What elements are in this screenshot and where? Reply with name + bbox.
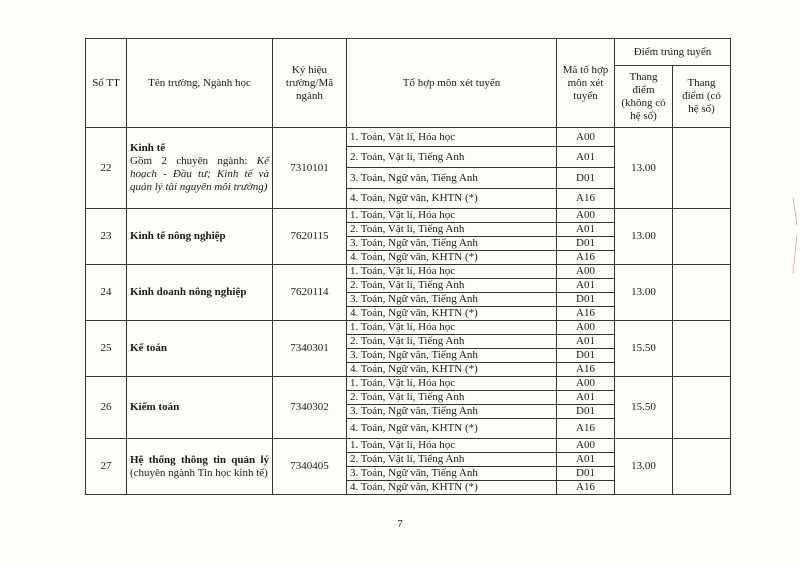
combo-code: A00 <box>557 321 615 335</box>
combo-label: 3. Toán, Ngữ văn, Tiếng Anh <box>347 293 557 307</box>
row-code: 7620115 <box>273 209 347 265</box>
combo-code: D01 <box>557 405 615 419</box>
row-code: 7340302 <box>273 377 347 439</box>
major-name: Kế toán <box>130 342 167 354</box>
combo-label: 1. Toán, Vật lí, Hóa học <box>347 128 557 147</box>
combo-label: 1. Toán, Vật lí, Hóa học <box>347 265 557 279</box>
header-combo: Tổ hợp môn xét tuyển <box>347 39 557 128</box>
row-name <box>127 209 273 265</box>
row-name <box>127 321 273 377</box>
row-name <box>127 128 273 209</box>
combo-code: D01 <box>557 349 615 363</box>
combo-code: A16 <box>557 419 615 439</box>
row-name <box>127 265 273 321</box>
combo-code: A01 <box>557 391 615 405</box>
row-score: 13.00 <box>615 439 673 495</box>
header-code: Ký hiệu trường/Mã ngành <box>273 39 347 128</box>
table-row <box>86 377 731 391</box>
combo-label: 3. Toán, Ngữ văn, Tiếng Anh <box>347 467 557 481</box>
major-description: Hệ thống thông tin quản lý (chuyên ngành Tin học kinh tế) <box>130 453 269 479</box>
combo-label: 4. Toán, Ngữ văn, KHTN (*) <box>347 251 557 265</box>
table-row <box>86 439 731 453</box>
combo-code: A16 <box>557 189 615 209</box>
combo-label: 1. Toán, Vật lí, Hóa học <box>347 377 557 391</box>
combo-code: A01 <box>557 279 615 293</box>
row-stt: 27 <box>86 439 127 495</box>
row-name <box>127 377 273 439</box>
row-score-coef <box>673 377 731 439</box>
combo-code: D01 <box>557 168 615 189</box>
table-row <box>86 265 731 279</box>
row-score-coef <box>673 439 731 495</box>
combo-label: 4. Toán, Ngữ văn, KHTN (*) <box>347 189 557 209</box>
row-code: 7310101 <box>273 128 347 209</box>
row-stt: 22 <box>86 128 127 209</box>
table-row <box>86 128 731 147</box>
combo-code: A01 <box>557 223 615 237</box>
combo-code: A00 <box>557 377 615 391</box>
row-stt: 24 <box>86 265 127 321</box>
row-stt: 23 <box>86 209 127 265</box>
page-number: 7 <box>397 518 403 530</box>
row-score: 13.00 <box>615 209 673 265</box>
combo-code: D01 <box>557 237 615 251</box>
major-name: Kinh tế nông nghiệp <box>130 230 226 242</box>
row-score-coef <box>673 265 731 321</box>
combo-label: 1. Toán, Vật lí, Hóa học <box>347 321 557 335</box>
major-name: Hệ thống thông tin quản lý <box>130 453 269 466</box>
combo-code: A00 <box>557 209 615 223</box>
row-stt: 25 <box>86 321 127 377</box>
row-stt: 26 <box>86 377 127 439</box>
combo-code: A00 <box>557 265 615 279</box>
row-score-coef <box>673 128 731 209</box>
combo-code: A16 <box>557 363 615 377</box>
margin-mark-icon <box>792 195 798 275</box>
row-score: 13.00 <box>615 265 673 321</box>
row-score: 13.00 <box>615 128 673 209</box>
combo-label: 2. Toán, Vật lí, Tiếng Anh <box>347 147 557 168</box>
combo-code: A01 <box>557 453 615 467</box>
row-score: 15.50 <box>615 321 673 377</box>
admission-table <box>85 38 731 495</box>
combo-label: 3. Toán, Ngữ văn, Tiếng Anh <box>347 349 557 363</box>
combo-label: 4. Toán, Ngữ văn, KHTN (*) <box>347 307 557 321</box>
combo-label: 1. Toán, Vật lí, Hóa học <box>347 439 557 453</box>
header-combo-code: Mã tổ hợp môn xét tuyển <box>557 39 615 128</box>
header-score: Điểm trúng tuyển <box>615 39 731 66</box>
combo-code: A16 <box>557 481 615 495</box>
major-name: Kinh tế <box>130 142 166 154</box>
combo-label: 2. Toán, Vật lí, Tiếng Anh <box>347 453 557 467</box>
header-score-no-coef: Thang điểm (không có hệ số) <box>615 66 673 128</box>
row-score: 15.50 <box>615 377 673 439</box>
combo-label: 2. Toán, Vật lí, Tiếng Anh <box>347 279 557 293</box>
combo-code: A01 <box>557 147 615 168</box>
combo-label: 2. Toán, Vật lí, Tiếng Anh <box>347 391 557 405</box>
table-row <box>86 209 731 223</box>
combo-label: 1. Toán, Vật lí, Hóa học <box>347 209 557 223</box>
combo-label: 3. Toán, Ngữ văn, Tiếng Anh <box>347 168 557 189</box>
combo-label: 3. Toán, Ngữ văn, Tiếng Anh <box>347 237 557 251</box>
row-score-coef <box>673 321 731 377</box>
combo-code: A00 <box>557 439 615 453</box>
combo-label: 2. Toán, Vật lí, Tiếng Anh <box>347 223 557 237</box>
major-name: Kiểm toán <box>130 401 180 413</box>
combo-code: D01 <box>557 467 615 481</box>
combo-code: A16 <box>557 251 615 265</box>
major-name: Kinh doanh nông nghiệp <box>130 286 247 298</box>
combo-label: 4. Toán, Ngữ văn, KHTN (*) <box>347 363 557 377</box>
row-code: 7340301 <box>273 321 347 377</box>
combo-label: 4. Toán, Ngữ văn, KHTN (*) <box>347 481 557 495</box>
combo-label: 4. Toán, Ngữ văn, KHTN (*) <box>347 419 557 439</box>
combo-code: A00 <box>557 128 615 147</box>
combo-label: 3. Toán, Ngữ văn, Tiếng Anh <box>347 405 557 419</box>
row-score-coef <box>673 209 731 265</box>
header-score-coef: Thang điểm (có hệ số) <box>673 66 731 128</box>
row-code: 7620114 <box>273 265 347 321</box>
table-row <box>86 321 731 335</box>
combo-code: A16 <box>557 307 615 321</box>
header-school: Tên trường, Ngành học <box>127 39 273 128</box>
row-code: 7340405 <box>273 439 347 495</box>
combo-label: 2. Toán, Vật lí, Tiếng Anh <box>347 335 557 349</box>
combo-code: D01 <box>557 293 615 307</box>
row-name <box>127 439 273 495</box>
header-stt: Số TT <box>86 39 127 128</box>
major-description: Gồm 2 chuyên ngành: Kế hoạch - Đầu tư; Kinh tế và quản lý tài nguyên môi trường) <box>130 155 269 193</box>
combo-code: A01 <box>557 335 615 349</box>
